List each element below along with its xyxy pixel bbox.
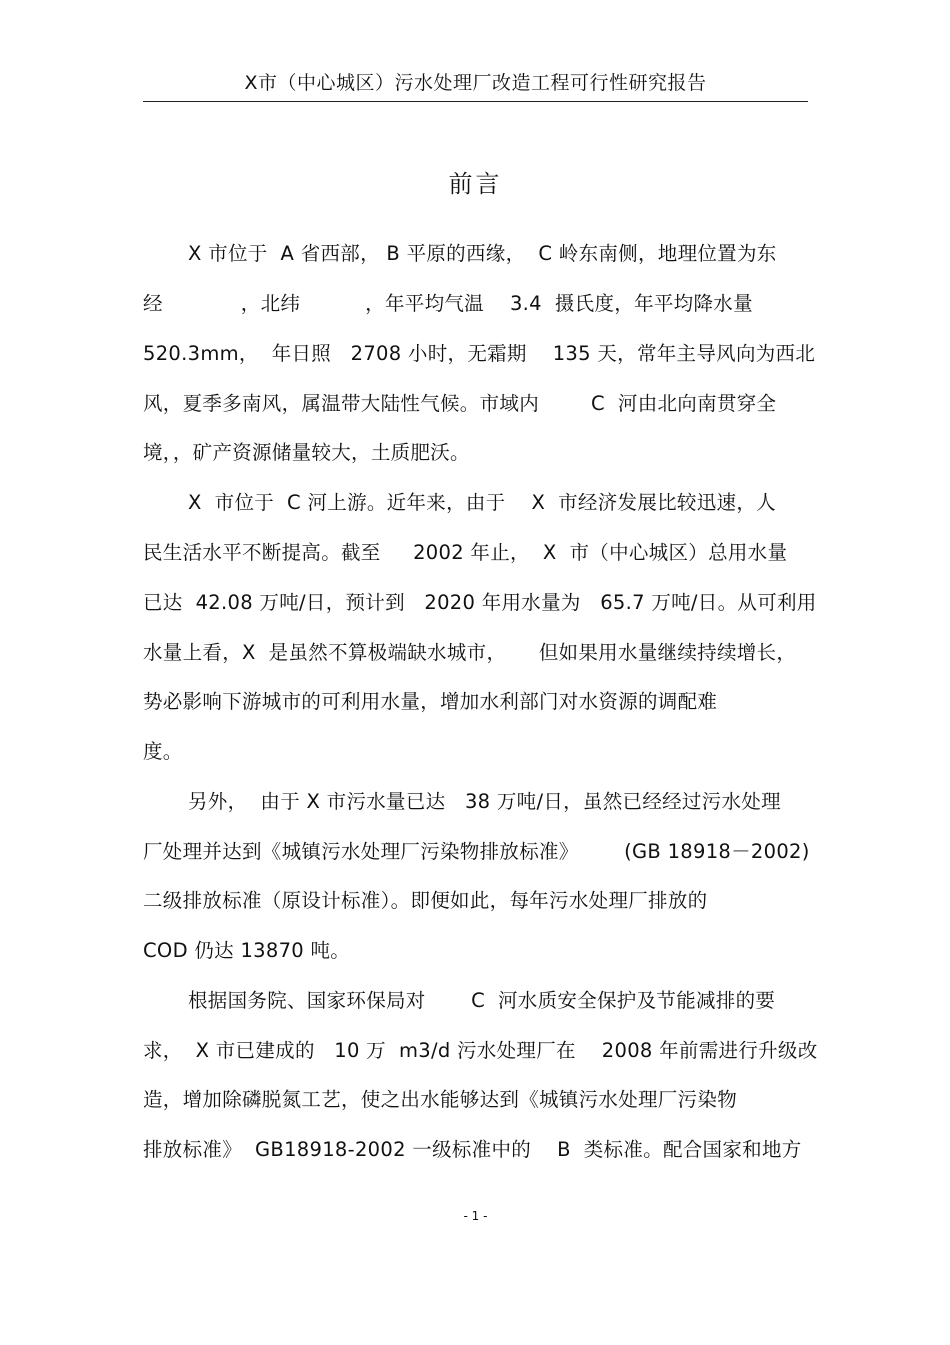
paragraph-2-line-3: 已达 42.08 万吨/日，预计到 2020 年用水量为 65.7 万吨/日。从可利用 (143, 591, 817, 614)
paragraph-3-line-3: 二级排放标准（原设计标准）。即便如此，每年污水处理厂排放的 (143, 889, 708, 912)
paragraph-1-line-5: 境，，矿产资源储量较大，土质肥沃。 (143, 441, 470, 464)
paragraph-4-line-1: 根据国务院、国家环保局对 C 河水质安全保护及节能减排的要 (188, 989, 776, 1012)
paragraph-1-line-3: 520.3mm， 年日照 2708 小时，无霜期 135 天，常年主导风向为西北 (143, 342, 816, 365)
paragraph-2-line-1: X 市位于 C 河上游。近年来，由于 X 市经济发展比较迅速，人 (188, 491, 776, 514)
document-header: X市（中心城区）污水处理厂改造工程可行性研究报告 (244, 72, 707, 94)
paragraph-2-line-5: 势必影响下游城市的可利用水量，增加水利部门对水资源的调配难 (143, 690, 718, 713)
paragraph-3-line-2: 厂处理并达到《城镇污水处理厂污染物排放标准》 (GB 18918－2002) (143, 840, 810, 863)
page-number: - 1 - (463, 1209, 488, 1223)
paragraph-1-line-2: 经 ，北纬 ，年平均气温 3.4 摄氏度，年平均降水量 (143, 292, 753, 315)
paragraph-1-line-4: 风，夏季多南风，属温带大陆性气候。市域内 C 河由北向南贯穿全 (143, 392, 777, 415)
header-divider (143, 101, 808, 102)
paragraph-4-line-3: 造，增加除磷脱氮工艺，使之出水能够达到《城镇污水处理厂污染物 (143, 1088, 738, 1111)
paragraph-3-line-4: COD 仍达 13870 吨。 (143, 939, 351, 962)
paragraph-2-line-2: 民生活水平不断提高。截至 2002 年止， X 市（中心城区）总用水量 (143, 541, 788, 564)
paragraph-4-line-4: 排放标准》 GB18918-2002 一级标准中的 B 类标准。配合国家和地方 (143, 1138, 802, 1161)
paragraph-4-line-2: 求， X 市已建成的 10 万 m3/d 污水处理厂在 2008 年前需进行升级改 (143, 1039, 818, 1062)
paragraph-3-line-1: 另外， 由于 X 市污水量已达 38 万吨/日，虽然已经经过污水处理 (188, 790, 781, 813)
paragraph-1-line-1: X 市位于 A 省西部， B 平原的西缘， C 岭东南侧，地理位置为东 (188, 242, 777, 265)
section-title: 前言 (448, 170, 503, 198)
paragraph-2-line-6: 度。 (143, 740, 183, 763)
paragraph-2-line-4: 水量上看，X 是虽然不算极端缺水城市， 但如果用水量继续持续增长， (143, 641, 797, 664)
